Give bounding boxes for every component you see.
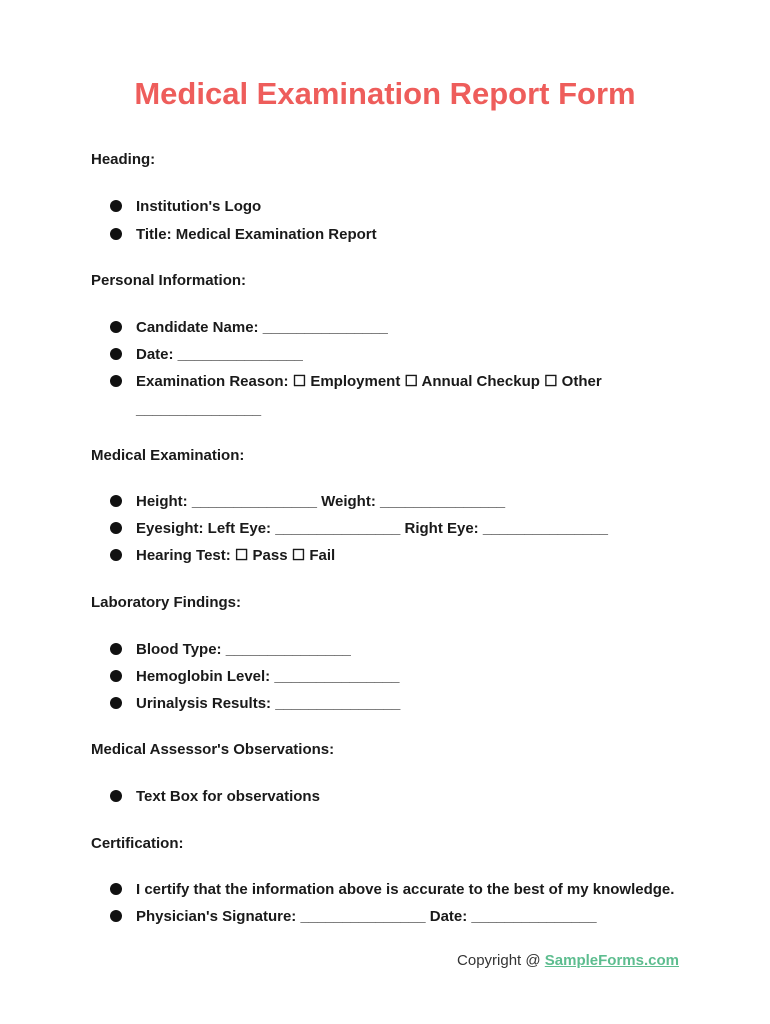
section-heading-observations: Medical Assessor's Observations: xyxy=(91,741,335,758)
bullet-icon xyxy=(110,495,122,507)
list-item xyxy=(110,908,597,926)
list-item-text: Candidate Name: _______________ xyxy=(136,319,388,336)
section-heading-certification: Certification: xyxy=(91,835,184,852)
list-item-text: Blood Type: _______________ xyxy=(136,641,351,658)
page-title: Medical Examination Report Form xyxy=(134,76,636,111)
bullet-icon xyxy=(110,643,122,655)
section-heading-lab: Laboratory Findings: xyxy=(91,594,241,611)
list-item-continuation: _______________ xyxy=(136,401,262,418)
list-item xyxy=(110,520,608,538)
bullet-icon xyxy=(110,790,122,802)
list-item-text: Date: _______________ xyxy=(136,346,303,363)
list-item-text: Institution's Logo xyxy=(136,198,262,215)
bullet-icon xyxy=(110,228,122,240)
list-item xyxy=(110,668,399,686)
list-item-text: Height: _______________ Weight: _______________ xyxy=(136,493,506,510)
bullet-icon xyxy=(110,883,122,895)
list-item xyxy=(110,547,335,565)
list-item-text: I certify that the information above is accurate to the best of my knowledge. xyxy=(136,881,675,898)
list-item xyxy=(110,198,261,216)
list-item-text: Hemoglobin Level: _______________ xyxy=(136,668,400,685)
bullet-icon xyxy=(110,200,122,212)
list-item-text: Eyesight: Left Eye: _______________ Right Eye: _______________ xyxy=(136,520,608,537)
bullet-icon xyxy=(110,697,122,709)
copyright-text: Copyright @ xyxy=(457,952,545,969)
bullet-icon xyxy=(110,670,122,682)
list-item xyxy=(110,881,674,899)
list-item xyxy=(110,226,377,244)
list-item xyxy=(110,695,400,713)
list-item xyxy=(110,788,320,806)
bullet-icon xyxy=(110,348,122,360)
list-item-text: Urinalysis Results: _______________ xyxy=(136,695,401,712)
section-heading-heading: Heading: xyxy=(91,151,156,168)
list-item xyxy=(110,346,303,364)
copyright-footer xyxy=(457,952,679,969)
list-item xyxy=(110,373,602,391)
brand-link[interactable]: SampleForms.com xyxy=(544,952,679,969)
list-item-text: Examination Reason: ☐ Employment ☐ Annual Checkup ☐ Other xyxy=(136,373,602,390)
section-heading-personal: Personal Information: xyxy=(91,272,247,289)
section-heading-medical: Medical Examination: xyxy=(91,447,245,464)
bullet-icon xyxy=(110,549,122,561)
bullet-icon xyxy=(110,321,122,333)
bullet-icon xyxy=(110,522,122,534)
bullet-icon xyxy=(110,910,122,922)
bullet-icon xyxy=(110,375,122,387)
list-item-text: Physician's Signature: _______________ Date: _______________ xyxy=(136,908,597,925)
list-item-text: Hearing Test: ☐ Pass ☐ Fail xyxy=(136,547,336,564)
list-item xyxy=(110,641,351,659)
list-item xyxy=(110,319,388,337)
list-item-text: Text Box for observations xyxy=(136,788,320,805)
list-item xyxy=(110,493,505,511)
list-item-text: Title: Medical Examination Report xyxy=(136,226,377,243)
